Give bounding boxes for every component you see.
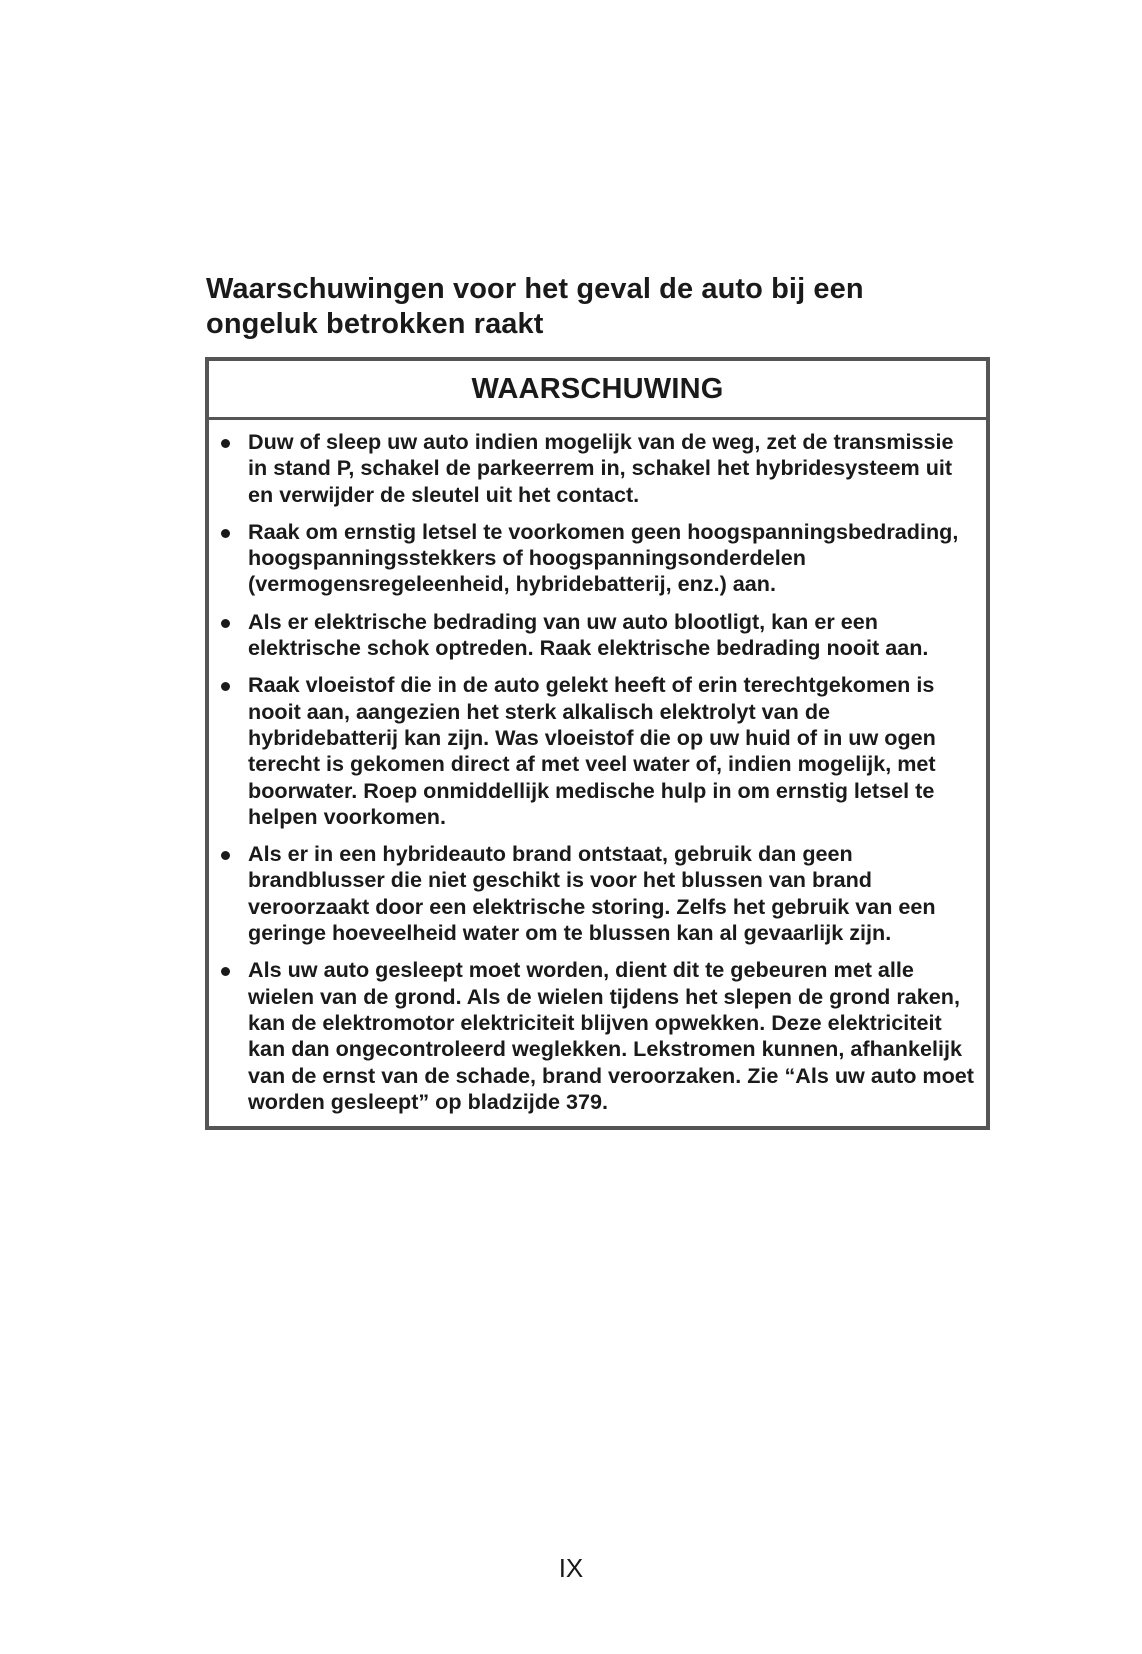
bullet-icon (221, 439, 230, 448)
warning-item-text: Raak vloeistof die in de auto gelekt heeft of erin terechtgekomen is nooit aan, aangezien het sterk alkalisch elektrolyt van de hybridebatterij kan zijn. Was vloeistof die op uw huid of in uw ogen terecht is gekomen direct af met veel water of, indien mogelijk, met boorwater. Roep onmiddellijk medische hulp in om ernstig letsel te helpen voorkomen. (248, 672, 936, 829)
warning-item-text: Duw of sleep uw auto indien mogelijk van de weg, zet de transmissie in stand P, schakel de parkeerrem in, schakel het hybridesysteem uit en verwijder de sleutel uit het contact. (248, 429, 954, 507)
warning-item (209, 429, 976, 508)
warning-item-text: Als er elektrische bedrading van uw auto blootligt, kan er een elektrische schok optreden. Raak elektrische bedrading nooit aan. (248, 608, 929, 661)
warning-item (209, 519, 976, 598)
bullet-icon (221, 682, 230, 691)
warning-item-text: Raak om ernstig letsel te voorkomen geen hoogspanningsbedrading, hoogspanningsstekkers of hoogspanningsonderdelen (vermogensregeleenheid, hybridebatterij, enz.) aan. (248, 518, 959, 597)
warning-item (209, 672, 976, 830)
warning-item (209, 957, 976, 1115)
warning-list (209, 420, 986, 1126)
bullet-icon (221, 851, 230, 860)
page-number: IX (558, 1553, 584, 1583)
bullet-icon (221, 529, 230, 538)
warning-item (209, 609, 976, 662)
section-heading: Waarschuwingen voor het geval de auto bij een ongeluk betrokken raakt (206, 273, 864, 340)
warning-title: WAARSCHUWING (209, 361, 986, 420)
warning-box (205, 357, 990, 1130)
bullet-icon (221, 619, 230, 628)
warning-item-text: Als uw auto gesleept moet worden, dient dit te gebeuren met alle wielen van de grond. Als de wielen tijdens het slepen de grond raken, kan de elektromotor elektriciteit blijven opwekken. Deze elektriciteit kan dan ongecontroleerd weglekken. Lekstromen kunnen, afhankelijk van de ernst van de schade, brand veroorzaken. Zie “Als uw auto moet worden gesleept” op bladzijde 379. (248, 957, 974, 1114)
warning-item-text: Als er in een hybrideauto brand ontstaat, gebruik dan geen brandblusser die niet geschikt is voor het blussen van brand veroorzaakt door een elektrische storing. Zelfs het gebruik van een geringe hoeveelheid water om te blussen kan al gevaarlijk zijn. (248, 841, 936, 946)
bullet-icon (221, 967, 230, 976)
warning-item (209, 841, 976, 946)
